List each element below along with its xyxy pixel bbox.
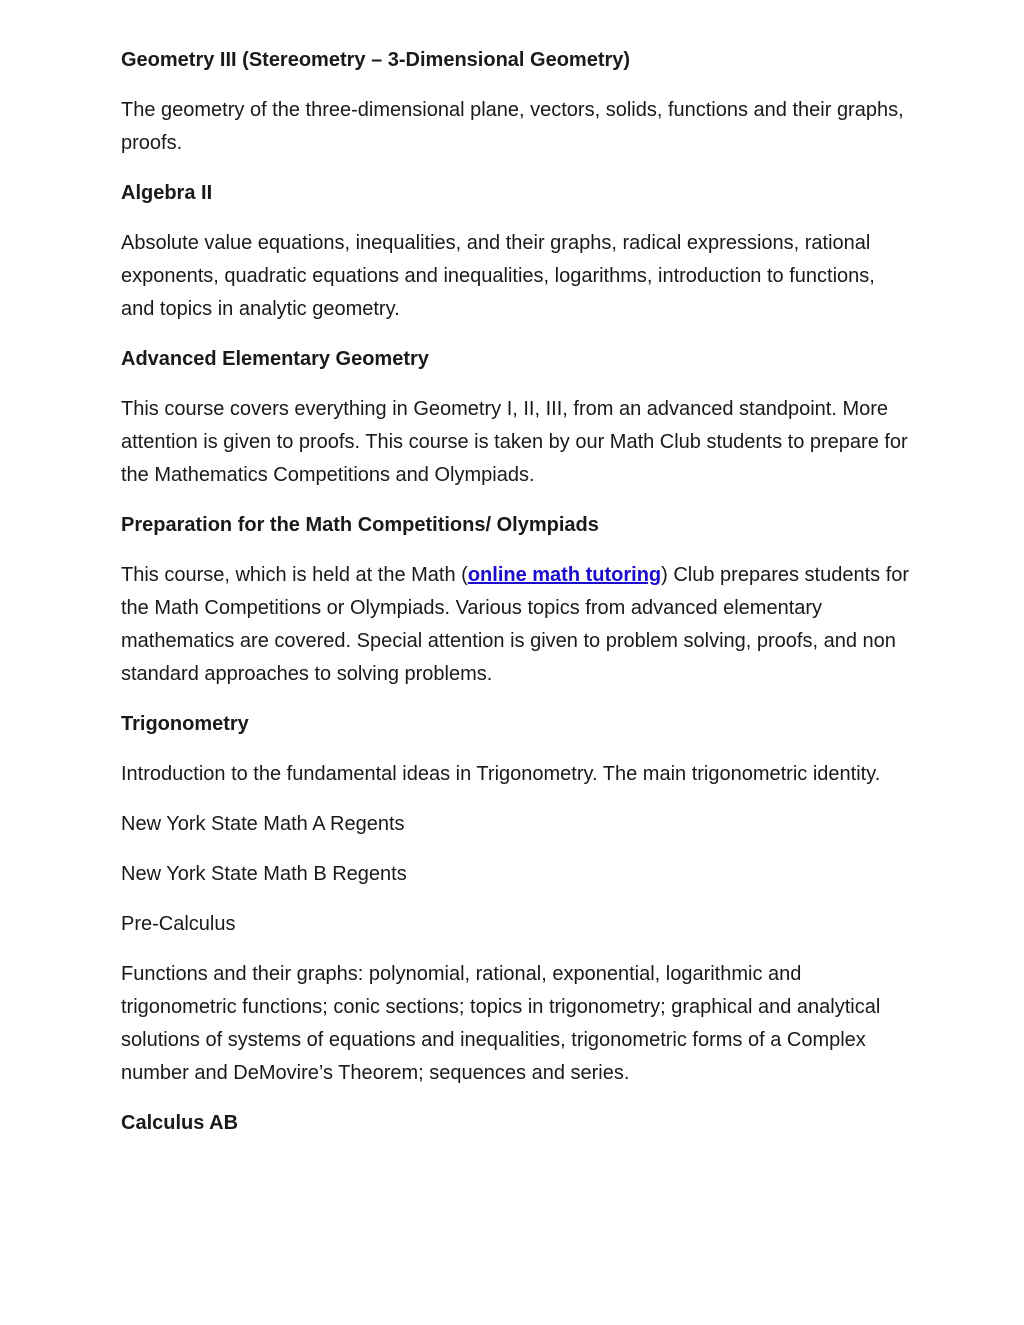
geometry-iii-heading: Geometry III (Stereometry – 3-Dimensional Geometry): [121, 49, 631, 71]
competitions-heading: Preparation for the Math Competitions/ Olympiads: [121, 514, 599, 536]
trigonometry-description: Introduction to the fundamental ideas in Trigonometry. The main trigonometric identity.: [121, 763, 881, 785]
regents-b-title: New York State Math B Regents: [121, 863, 407, 885]
regents-a-title: New York State Math A Regents: [121, 813, 405, 835]
online-math-tutoring-link[interactable]: online math tutoring: [467, 564, 662, 586]
advanced-geometry-description: This course covers everything in Geometry I, II, III, from an advanced standpoint. More attention is given to proofs. This course is taken by our Math Club students to prepare for the Mathematics Competitions and Olympiads.: [121, 398, 908, 486]
precalculus-title: Pre-Calculus: [121, 913, 236, 935]
calculus-ab-heading: Calculus AB: [121, 1112, 239, 1134]
algebra-ii-description: Absolute value equations, inequalities, and their graphs, radical expressions, rational exponents, quadratic equations and inequalities, logarithms, introduction to functions, and topics in analytic geometry.: [121, 232, 875, 320]
algebra-ii-heading: Algebra II: [121, 182, 213, 204]
document-page: [121, 44, 911, 1157]
geometry-iii-description: The geometry of the three-dimensional plane, vectors, solids, functions and their graphs, proofs.: [121, 99, 904, 154]
trigonometry-heading: Trigonometry: [121, 713, 249, 735]
competitions-description: [121, 559, 911, 691]
competitions-text-after: ) Club prepares students for the Math Competitions or Olympiads. Various topics from advanced elementary mathematics are covered. Special attention is given to problem solving, proofs, and non standard approaches to solving problems.: [121, 564, 910, 685]
advanced-geometry-heading: Advanced Elementary Geometry: [121, 348, 429, 370]
competitions-text-before: This course, which is held at the Math (: [121, 564, 468, 586]
precalculus-description: Functions and their graphs: polynomial, rational, exponential, logarithmic and trigonometric functions; conic sections; topics in trigonometry; graphical and analytical solutions of systems of equations and inequalities, trigonometric forms of a Complex number and DeMovire’s Theorem; sequences and series.: [121, 963, 881, 1084]
